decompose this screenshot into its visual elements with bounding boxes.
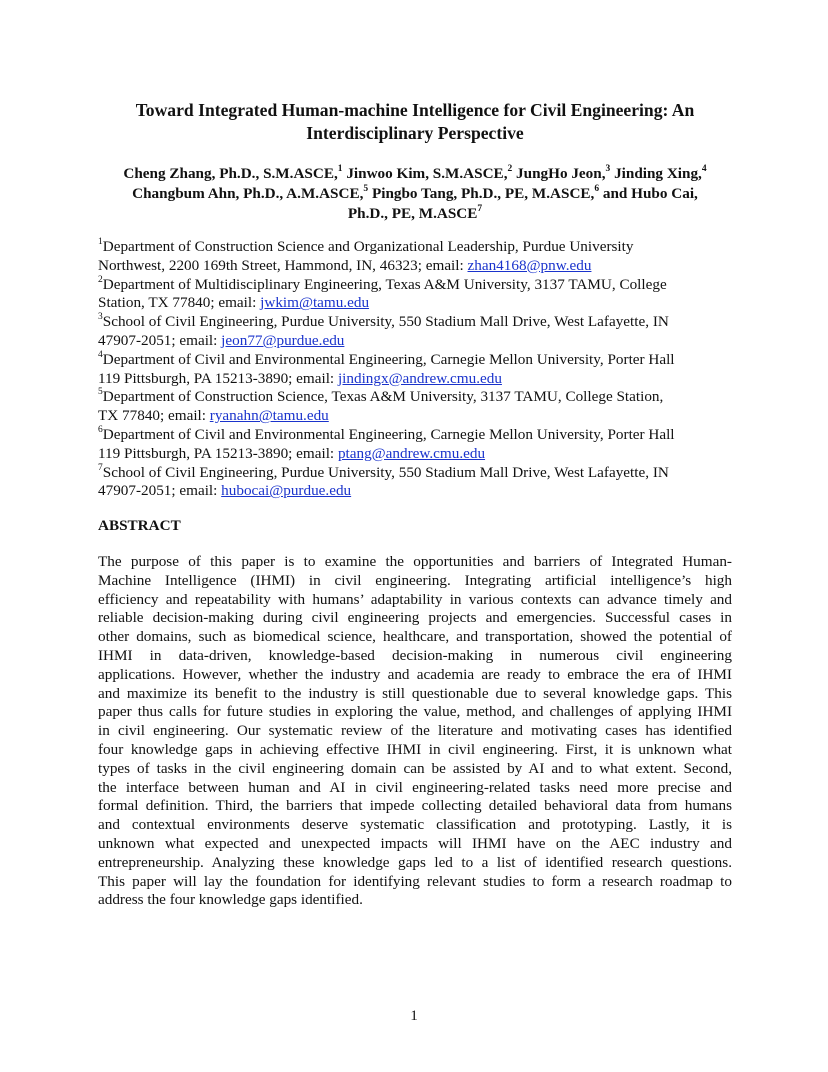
abstract-line: types of tasks in the civil engineering domain can be assisted by AI and to what extent. Second,	[98, 759, 732, 777]
abstract-line: address the four knowledge gaps identified.	[98, 891, 363, 909]
abstract-line: reliable decision-making during civil engineering projects and emergencies. Successful cases in	[98, 609, 732, 627]
affiliation-text: School of Civil Engineering, Purdue University, 550 Stadium Mall Drive, West Lafayette, IN	[102, 463, 669, 481]
affiliation	[98, 426, 732, 464]
affiliation	[98, 464, 732, 502]
author-text: Pingbo Tang, Ph.D., PE, M.ASCE,	[368, 185, 595, 202]
author-line	[98, 164, 732, 184]
author-text: and Hubo Cai,	[599, 185, 698, 202]
affiliation-line	[98, 332, 732, 351]
author-line	[98, 184, 732, 204]
email-link[interactable]: jwkim@tamu.edu	[260, 294, 370, 312]
author-text: Cheng Zhang, Ph.D., S.M.ASCE,	[123, 165, 338, 182]
title-line: Interdisciplinary Perspective	[306, 123, 524, 143]
email-link[interactable]: ptang@andrew.cmu.edu	[337, 444, 486, 462]
title-line: Toward Integrated Human-machine Intelligence for Civil Engineering: An	[135, 100, 695, 120]
abstract-heading: ABSTRACT	[98, 517, 181, 534]
affiliation-marker: 4	[701, 163, 707, 174]
affiliation-number: 1	[98, 236, 103, 247]
affiliation-number: 7	[98, 462, 103, 473]
affiliation-line	[98, 426, 732, 445]
email-link[interactable]: jindingx@andrew.cmu.edu	[337, 369, 502, 387]
affiliation-text: Department of Multidisciplinary Engineering, Texas A&M University, 3137 TAMU, College	[102, 275, 667, 293]
affiliation	[98, 238, 732, 276]
abstract-line: Machine Intelligence (IHMI) in civil engineering. Integrating artificial intelligence’s high	[98, 571, 732, 589]
affiliation-line	[98, 238, 732, 257]
author-text: JungHo Jeon,	[512, 165, 606, 182]
author-text: Ph.D., PE, M.ASCE	[347, 205, 478, 222]
affiliation-line	[98, 313, 732, 332]
affiliation-marker: 3	[605, 163, 611, 174]
affiliation-text: Northwest, 2200 169th Street, Hammond, IN, 46323; email:	[98, 256, 468, 274]
abstract-line: the interface between human and AI in civil engineering-related tasks need more precise and	[98, 778, 732, 796]
affiliation-number: 3	[98, 312, 103, 323]
affiliation-line	[98, 445, 732, 464]
abstract-line: IHMI in data-driven, knowledge-based decision-making in numerous civil engineering	[98, 646, 732, 664]
abstract-line: efficiency and repeatability with humans’ adaptability in various contexts can advance timely and	[98, 590, 732, 608]
abstract-line: and contextual environments deserve systematic classification and prototyping. Lastly, it is	[98, 816, 732, 834]
affiliation-line	[98, 407, 732, 426]
abstract-line: entrepreneurship. Analyzing these knowledge gaps led to a list of identified research questions.	[98, 853, 732, 871]
abstract-line: four knowledge gaps in achieving effective IHMI in civil engineering. First, it is unknown what	[98, 740, 732, 758]
affiliation-line	[98, 257, 732, 276]
email-link[interactable]: jeon77@purdue.edu	[221, 331, 345, 349]
abstract-line: other domains, such as biomedical science, healthcare, and transportation, showed the potential of	[98, 628, 732, 646]
affiliation-text: Department of Civil and Environmental Engineering, Carnegie Mellon University, Porter Hall	[102, 425, 675, 443]
affiliation-marker: 1	[337, 163, 343, 174]
abstract-body	[98, 553, 732, 910]
author-list	[98, 164, 732, 224]
affiliation-number: 6	[98, 424, 103, 435]
affiliation	[98, 276, 732, 314]
paper-title	[98, 99, 732, 145]
affiliation-marker: 7	[477, 203, 483, 214]
affiliation-text: Department of Construction Science, Texas A&M University, 3137 TAMU, College Station,	[102, 388, 664, 406]
affiliation-number: 2	[98, 274, 103, 285]
author-text: Jinding Xing,	[610, 165, 702, 182]
affiliation-text: 119 Pittsburgh, PA 15213-3890; email:	[98, 444, 338, 462]
affiliation-line	[98, 370, 732, 389]
abstract-line: This paper will lay the foundation for identifying relevant studies to form a research roadmap to	[98, 872, 732, 890]
affiliation-list	[98, 238, 732, 501]
email-link[interactable]: hubocai@purdue.edu	[221, 482, 352, 500]
email-link[interactable]: zhan4168@pnw.edu	[467, 256, 592, 274]
affiliation	[98, 351, 732, 389]
affiliation-text: 119 Pittsburgh, PA 15213-3890; email:	[98, 369, 338, 387]
affiliation-text: School of Civil Engineering, Purdue University, 550 Stadium Mall Drive, West Lafayette, IN	[102, 313, 669, 331]
affiliation-line	[98, 294, 732, 313]
affiliation-text: 47907-2051; email:	[98, 482, 222, 500]
author-line	[98, 204, 732, 224]
abstract-line: in civil engineering. Our systematic review of the literature and motivating cases has identified	[98, 722, 732, 740]
affiliation-marker: 2	[507, 163, 513, 174]
affiliation-line	[98, 276, 732, 295]
affiliation-text: Department of Construction Science and Organizational Leadership, Purdue University	[102, 238, 634, 255]
abstract-line: applications. However, whether the industry and academia are ready to embrace the era of IHMI	[98, 665, 732, 683]
affiliation-text: TX 77840; email:	[98, 407, 210, 425]
abstract-line: formal definition. Third, the barriers that impede collecting detailed behavioral data from humans	[98, 797, 732, 815]
abstract-line: unknown what expected and unexpected impacts will IHMI have on the AEC industry and	[98, 834, 732, 852]
abstract-line: and maximize its benefit to the industry is still questionable due to several knowledge gaps. This	[98, 684, 732, 702]
affiliation	[98, 313, 732, 351]
affiliation-line	[98, 482, 732, 501]
affiliation-number: 4	[98, 349, 103, 360]
affiliation-number: 5	[98, 387, 103, 398]
affiliation-line	[98, 351, 732, 370]
abstract-line: The purpose of this paper is to examine the opportunities and barriers of Integrated Human-	[98, 553, 732, 570]
affiliation-text: Department of Civil and Environmental Engineering, Carnegie Mellon University, Porter Hall	[102, 350, 675, 368]
affiliation-marker: 6	[594, 183, 600, 194]
abstract-line: paper thus calls for future studies in exploring the value, method, and challenges of applying IHMI	[98, 703, 732, 721]
affiliation-line	[98, 388, 732, 407]
affiliation-line	[98, 464, 732, 483]
affiliation-marker: 5	[363, 183, 369, 194]
affiliation-text: Station, TX 77840; email:	[98, 294, 261, 312]
email-link[interactable]: ryanahn@tamu.edu	[209, 407, 329, 425]
page-number: 1	[410, 1007, 418, 1024]
author-text: Jinwoo Kim, S.M.ASCE,	[342, 165, 508, 182]
affiliation	[98, 388, 732, 426]
author-text: Changbum Ahn, Ph.D., A.M.ASCE,	[132, 185, 364, 202]
affiliation-text: 47907-2051; email:	[98, 331, 222, 349]
